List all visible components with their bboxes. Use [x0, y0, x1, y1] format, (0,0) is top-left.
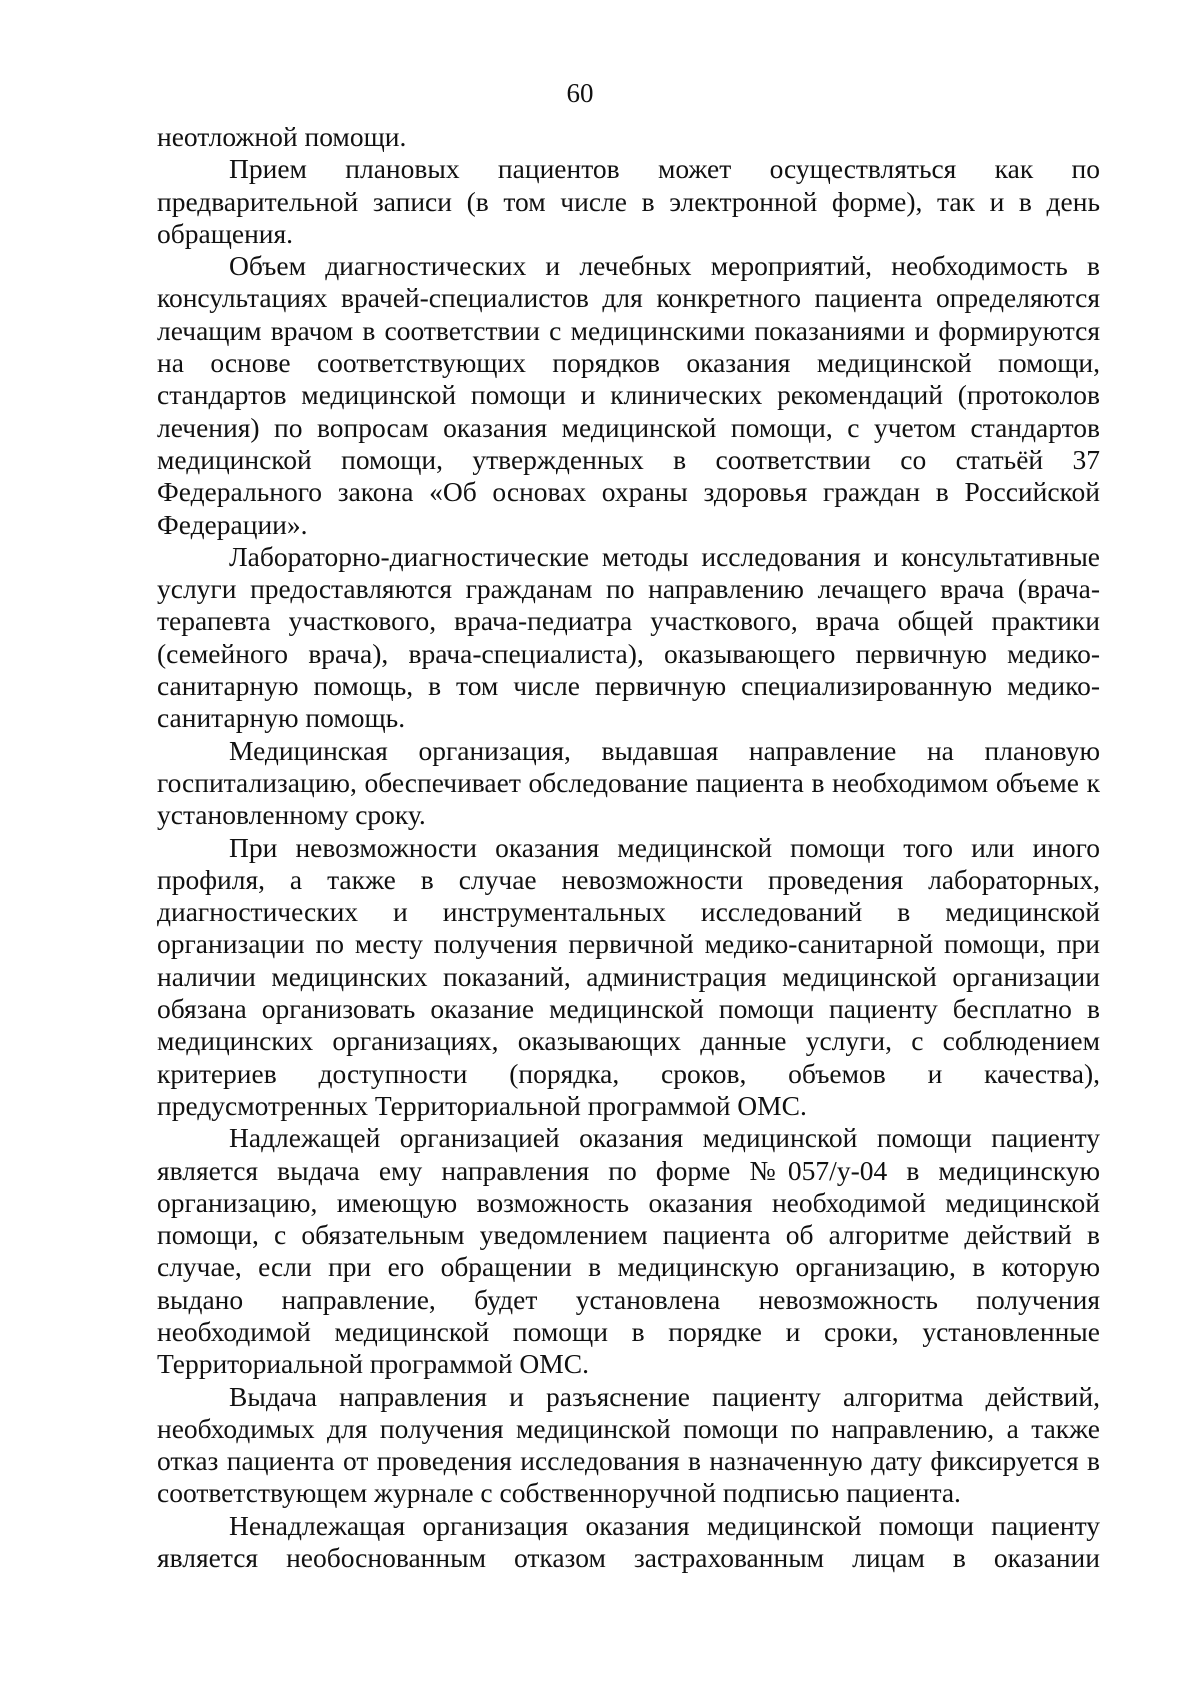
paragraph-continuation: неотложной помощи.: [157, 121, 407, 152]
paragraph-referral-issuance: Выдача направления и разъяснение пациенту алгоритма действий, необходимых для получения медицинской помощи по направлению, а также отказ пациента от проведения исследования в назначенную дату фиксируется в соответствующем журнале с собственноручной подписью пациента.: [157, 1380, 1100, 1509]
paragraph-laboratory-methods: Лабораторно-диагностические методы исследования и консультативные услуги предоставляются гражданам по направлению лечащего врача (врача-терапевта участкового, врача-педиатра участкового, врача общей практики (семейного врача), врача-специалиста), оказывающего первичную медико-санитарную помощь, в том числе первичную специализированную медико-санитарную помощь.: [157, 540, 1100, 734]
page-number: 60: [566, 78, 594, 108]
paragraph-diagnostic-volume: Объем диагностических и лечебных мероприятий, необходимость в консультациях врачей-специалистов для конкретного пациента определяются лечащим врачом в соответствии с медицинскими показаниями и формируются на основе соответствующих порядков оказания медицинской помощи, стандартов медицинской помощи и клинических рекомендаций (протоколов лечения) по вопросам оказания медицинской помощи, с учетом стандартов медицинской помощи, утвержденных в соответствии со статьёй 37 Федерального закона «Об основах охраны здоровья граждан в Российской Федерации».: [157, 250, 1100, 540]
paragraph-planned-patients: Прием плановых пациентов может осуществляться как по предварительной записи (в том числе в электронной форме), так и в день обращения.: [157, 153, 1100, 249]
paragraph-referring-organization: Медицинская организация, выдавшая направление на плановую госпитализацию, обеспечивает обследование пациента в необходимом объеме к установленному сроку.: [157, 734, 1100, 831]
paragraph-proper-organization: Надлежащей организацией оказания медицинской помощи пациенту является выдача ему направления по форме №057/у-04 в медицинскую организацию, имеющую возможность оказания необходимой медицинской помощи, с обязательным уведомлением пациента об алгоритме действий в случае, если при его обращении в медицинскую организацию, в которую выдано направление, будет установлена невозможность получения необходимой медицинской помощи в порядке и сроки, установленные Территориальной программой ОМС.: [157, 1122, 1100, 1380]
document-body: [157, 121, 1100, 1574]
paragraph-impossibility-of-care: При невозможности оказания медицинской помощи того или иного профиля, а также в случае невозможности проведения лабораторных, диагностических и инструментальных исследований в медицинской организации по месту получения первичной медико-санитарной помощи, при наличии медицинских показаний, администрация медицинской организации обязана организовать оказание медицинской помощи пациенту бесплатно в медицинских организациях, оказывающих данные услуги, с соблюдением критериев доступности (порядка, сроков, объемов и качества), предусмотренных Территориальной программой ОМС.: [157, 831, 1100, 1121]
paragraph-improper-organization: Ненадлежащая организация оказания медицинской помощи пациенту является необоснованным отказом застрахованным лицам в оказании: [157, 1509, 1100, 1574]
